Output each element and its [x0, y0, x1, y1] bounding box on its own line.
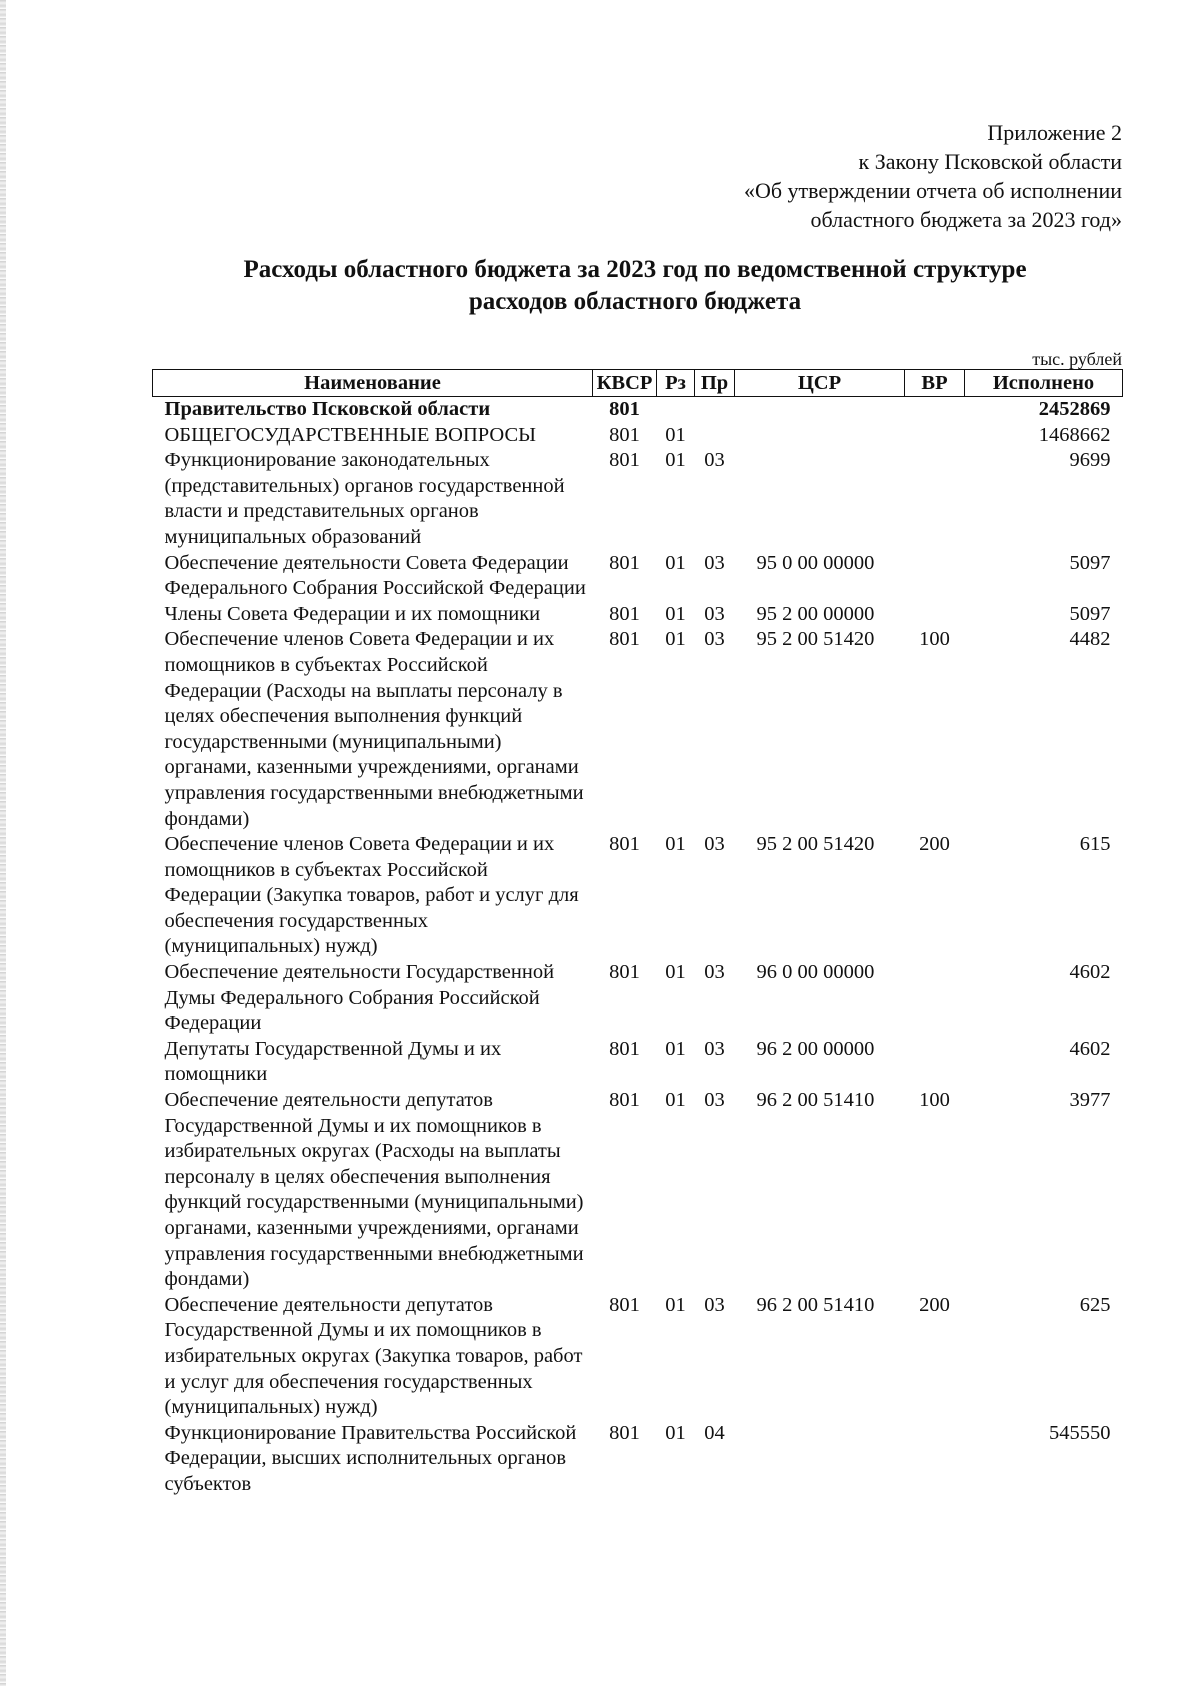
row-vr	[905, 397, 965, 423]
title-line-2: расходов областного бюджета	[468, 288, 802, 315]
row-sum: 5097	[1069, 602, 1111, 625]
row-name: Функционирование Правительства Российской Федерации, высших исполнительных органов субъектов	[164, 1421, 577, 1495]
table-row	[153, 448, 1123, 550]
row-pr: 03	[704, 449, 725, 472]
row-sum: 4482	[1069, 628, 1111, 651]
header-kvsr: КВСР	[593, 370, 657, 397]
header-vr: ВР	[905, 370, 965, 397]
row-kvsr: 801	[609, 1037, 640, 1060]
row-vr: 100	[919, 628, 950, 651]
row-pr: 03	[704, 833, 725, 856]
table-row	[153, 1037, 1123, 1088]
row-rz: 01	[665, 1421, 686, 1444]
row-vr	[905, 960, 965, 1037]
row-csr: 96 2 00 51410	[756, 1089, 875, 1112]
row-vr	[905, 551, 965, 602]
row-kvsr: 801	[609, 833, 640, 856]
row-name: Обеспечение деятельности Государственной Думы Федерального Собрания Российской Федерации	[164, 961, 555, 1035]
row-vr: 200	[919, 1293, 950, 1316]
row-vr: 100	[919, 1089, 950, 1112]
table-row	[153, 1293, 1123, 1421]
row-sum: 4602	[1069, 961, 1111, 984]
row-name: Обеспечение деятельности Совета Федерации Федерального Собрания Российской Федерации	[164, 551, 586, 600]
row-vr	[905, 423, 965, 449]
row-rz	[657, 397, 695, 423]
appendix-line-3: «Об утверждении отчета об исполнении	[743, 178, 1122, 203]
row-rz: 01	[665, 1293, 686, 1316]
row-sum: 1468662	[1038, 423, 1111, 446]
row-vr	[905, 602, 965, 628]
header-row	[153, 370, 1123, 397]
row-kvsr: 801	[609, 628, 640, 651]
row-rz: 01	[665, 1089, 686, 1112]
row-rz: 01	[665, 961, 686, 984]
row-name: Депутаты Государственной Думы и их помощники	[164, 1037, 502, 1086]
row-sum: 625	[1079, 1293, 1111, 1316]
appendix-line-2: к Закону Псковской области	[858, 149, 1122, 174]
row-pr	[695, 397, 735, 423]
appendix-line-4: областного бюджета за 2023 год»	[810, 207, 1122, 232]
row-kvsr: 801	[609, 551, 640, 574]
row-vr	[905, 1037, 965, 1088]
row-csr: 96 2 00 00000	[756, 1037, 875, 1060]
row-pr	[695, 423, 735, 449]
row-kvsr: 801	[609, 1089, 640, 1112]
row-sum: 3977	[1069, 1089, 1111, 1112]
row-name: Обеспечение деятельности депутатов Государственной Думы и их помощников в избирательных округах (Закупка товаров, работ и услуг для обеспечения государственных (муниципальных) нужд)	[164, 1293, 583, 1419]
table-row	[153, 423, 1123, 449]
row-csr: 95 0 00 00000	[756, 551, 875, 574]
row-csr	[735, 1421, 905, 1498]
row-csr: 95 2 00 00000	[756, 602, 875, 625]
row-kvsr: 801	[609, 449, 640, 472]
row-rz: 01	[665, 602, 686, 625]
row-vr: 200	[919, 833, 950, 856]
row-pr: 03	[704, 1293, 725, 1316]
header-pr: Пр	[695, 370, 735, 397]
header-rz: Рз	[657, 370, 695, 397]
row-name: Обеспечение деятельности депутатов Государственной Думы и их помощников в избирательных округах (Расходы на выплаты персоналу в целях обеспечения выполнения функций государственными (муниципальными) органами, казенными учреждениями, органами управления государственными внебюджетными фондами)	[164, 1089, 584, 1291]
row-name: Функционирование законодательных (представительных) органов государственной власти и представительных органов муниципальных образований	[164, 449, 565, 548]
units-label: тыс. рублей	[1032, 349, 1122, 369]
row-vr	[905, 1421, 965, 1498]
row-csr: 96 0 00 00000	[756, 961, 875, 984]
row-kvsr: 801	[609, 423, 640, 446]
row-sum: 615	[1079, 833, 1111, 856]
row-csr	[735, 397, 905, 423]
row-name: ОБЩЕГОСУДАРСТВЕННЫЕ ВОПРОСЫ	[164, 423, 537, 446]
row-pr: 03	[704, 1037, 725, 1060]
row-name: Члены Совета Федерации и их помощники	[164, 602, 541, 625]
table-row	[153, 602, 1123, 628]
row-name: Обеспечение членов Совета Федерации и их помощников в субъектах Российской Федерации (Закупка товаров, работ и услуг для обеспечения государственных (муниципальных) нужд)	[164, 833, 579, 958]
row-csr: 95 2 00 51420	[756, 628, 875, 651]
row-sum: 2452869	[1038, 398, 1111, 420]
row-kvsr: 801	[609, 961, 640, 984]
scan-edge	[0, 0, 6, 1686]
title-line-1: Расходы областного бюджета за 2023 год по ведомственной структуре	[243, 256, 1027, 283]
row-name: Обеспечение членов Совета Федерации и их помощников в субъектах Российской Федерации (Расходы на выплаты персоналу в целях обеспечения выполнения функций государственными (муниципальными) органами, казенными учреждениями, органами управления государственными внебюджетными фондами)	[164, 628, 584, 830]
document-title	[140, 254, 1130, 318]
appendix-note	[744, 118, 1122, 234]
header-csr: ЦСР	[735, 370, 905, 397]
row-vr	[905, 448, 965, 550]
table-row	[153, 627, 1123, 832]
row-rz: 01	[665, 1037, 686, 1060]
row-sum: 4602	[1069, 1037, 1111, 1060]
row-sum: 9699	[1069, 449, 1111, 472]
row-kvsr: 801	[609, 1293, 640, 1316]
row-csr	[735, 423, 905, 449]
row-sum: 5097	[1069, 551, 1111, 574]
row-csr: 95 2 00 51420	[756, 833, 875, 856]
appendix-line-1: Приложение 2	[987, 120, 1122, 145]
table-body	[153, 397, 1123, 1498]
row-pr: 03	[704, 628, 725, 651]
table-row	[153, 832, 1123, 960]
row-pr: 03	[704, 961, 725, 984]
header-sum: Исполнено	[965, 370, 1123, 397]
row-pr: 04	[704, 1421, 725, 1444]
row-rz: 01	[665, 423, 686, 446]
row-kvsr: 801	[609, 602, 640, 625]
row-kvsr: 801	[609, 1421, 640, 1444]
table-row	[153, 551, 1123, 602]
row-pr: 03	[704, 602, 725, 625]
budget-table	[152, 369, 1123, 1498]
row-kvsr: 801	[609, 398, 640, 420]
table-row	[153, 397, 1123, 423]
row-csr: 96 2 00 51410	[756, 1293, 875, 1316]
row-rz: 01	[665, 628, 686, 651]
table-row	[153, 1421, 1123, 1498]
row-rz: 01	[665, 551, 686, 574]
header-name: Наименование	[153, 370, 593, 397]
row-pr: 03	[704, 1089, 725, 1112]
row-csr	[735, 448, 905, 550]
row-name: Правительство Псковской области	[164, 398, 491, 420]
row-pr: 03	[704, 551, 725, 574]
row-sum: 545550	[1049, 1421, 1111, 1444]
table-row	[153, 1088, 1123, 1293]
row-rz: 01	[665, 449, 686, 472]
table-row	[153, 960, 1123, 1037]
row-rz: 01	[665, 833, 686, 856]
table-header	[153, 370, 1123, 397]
